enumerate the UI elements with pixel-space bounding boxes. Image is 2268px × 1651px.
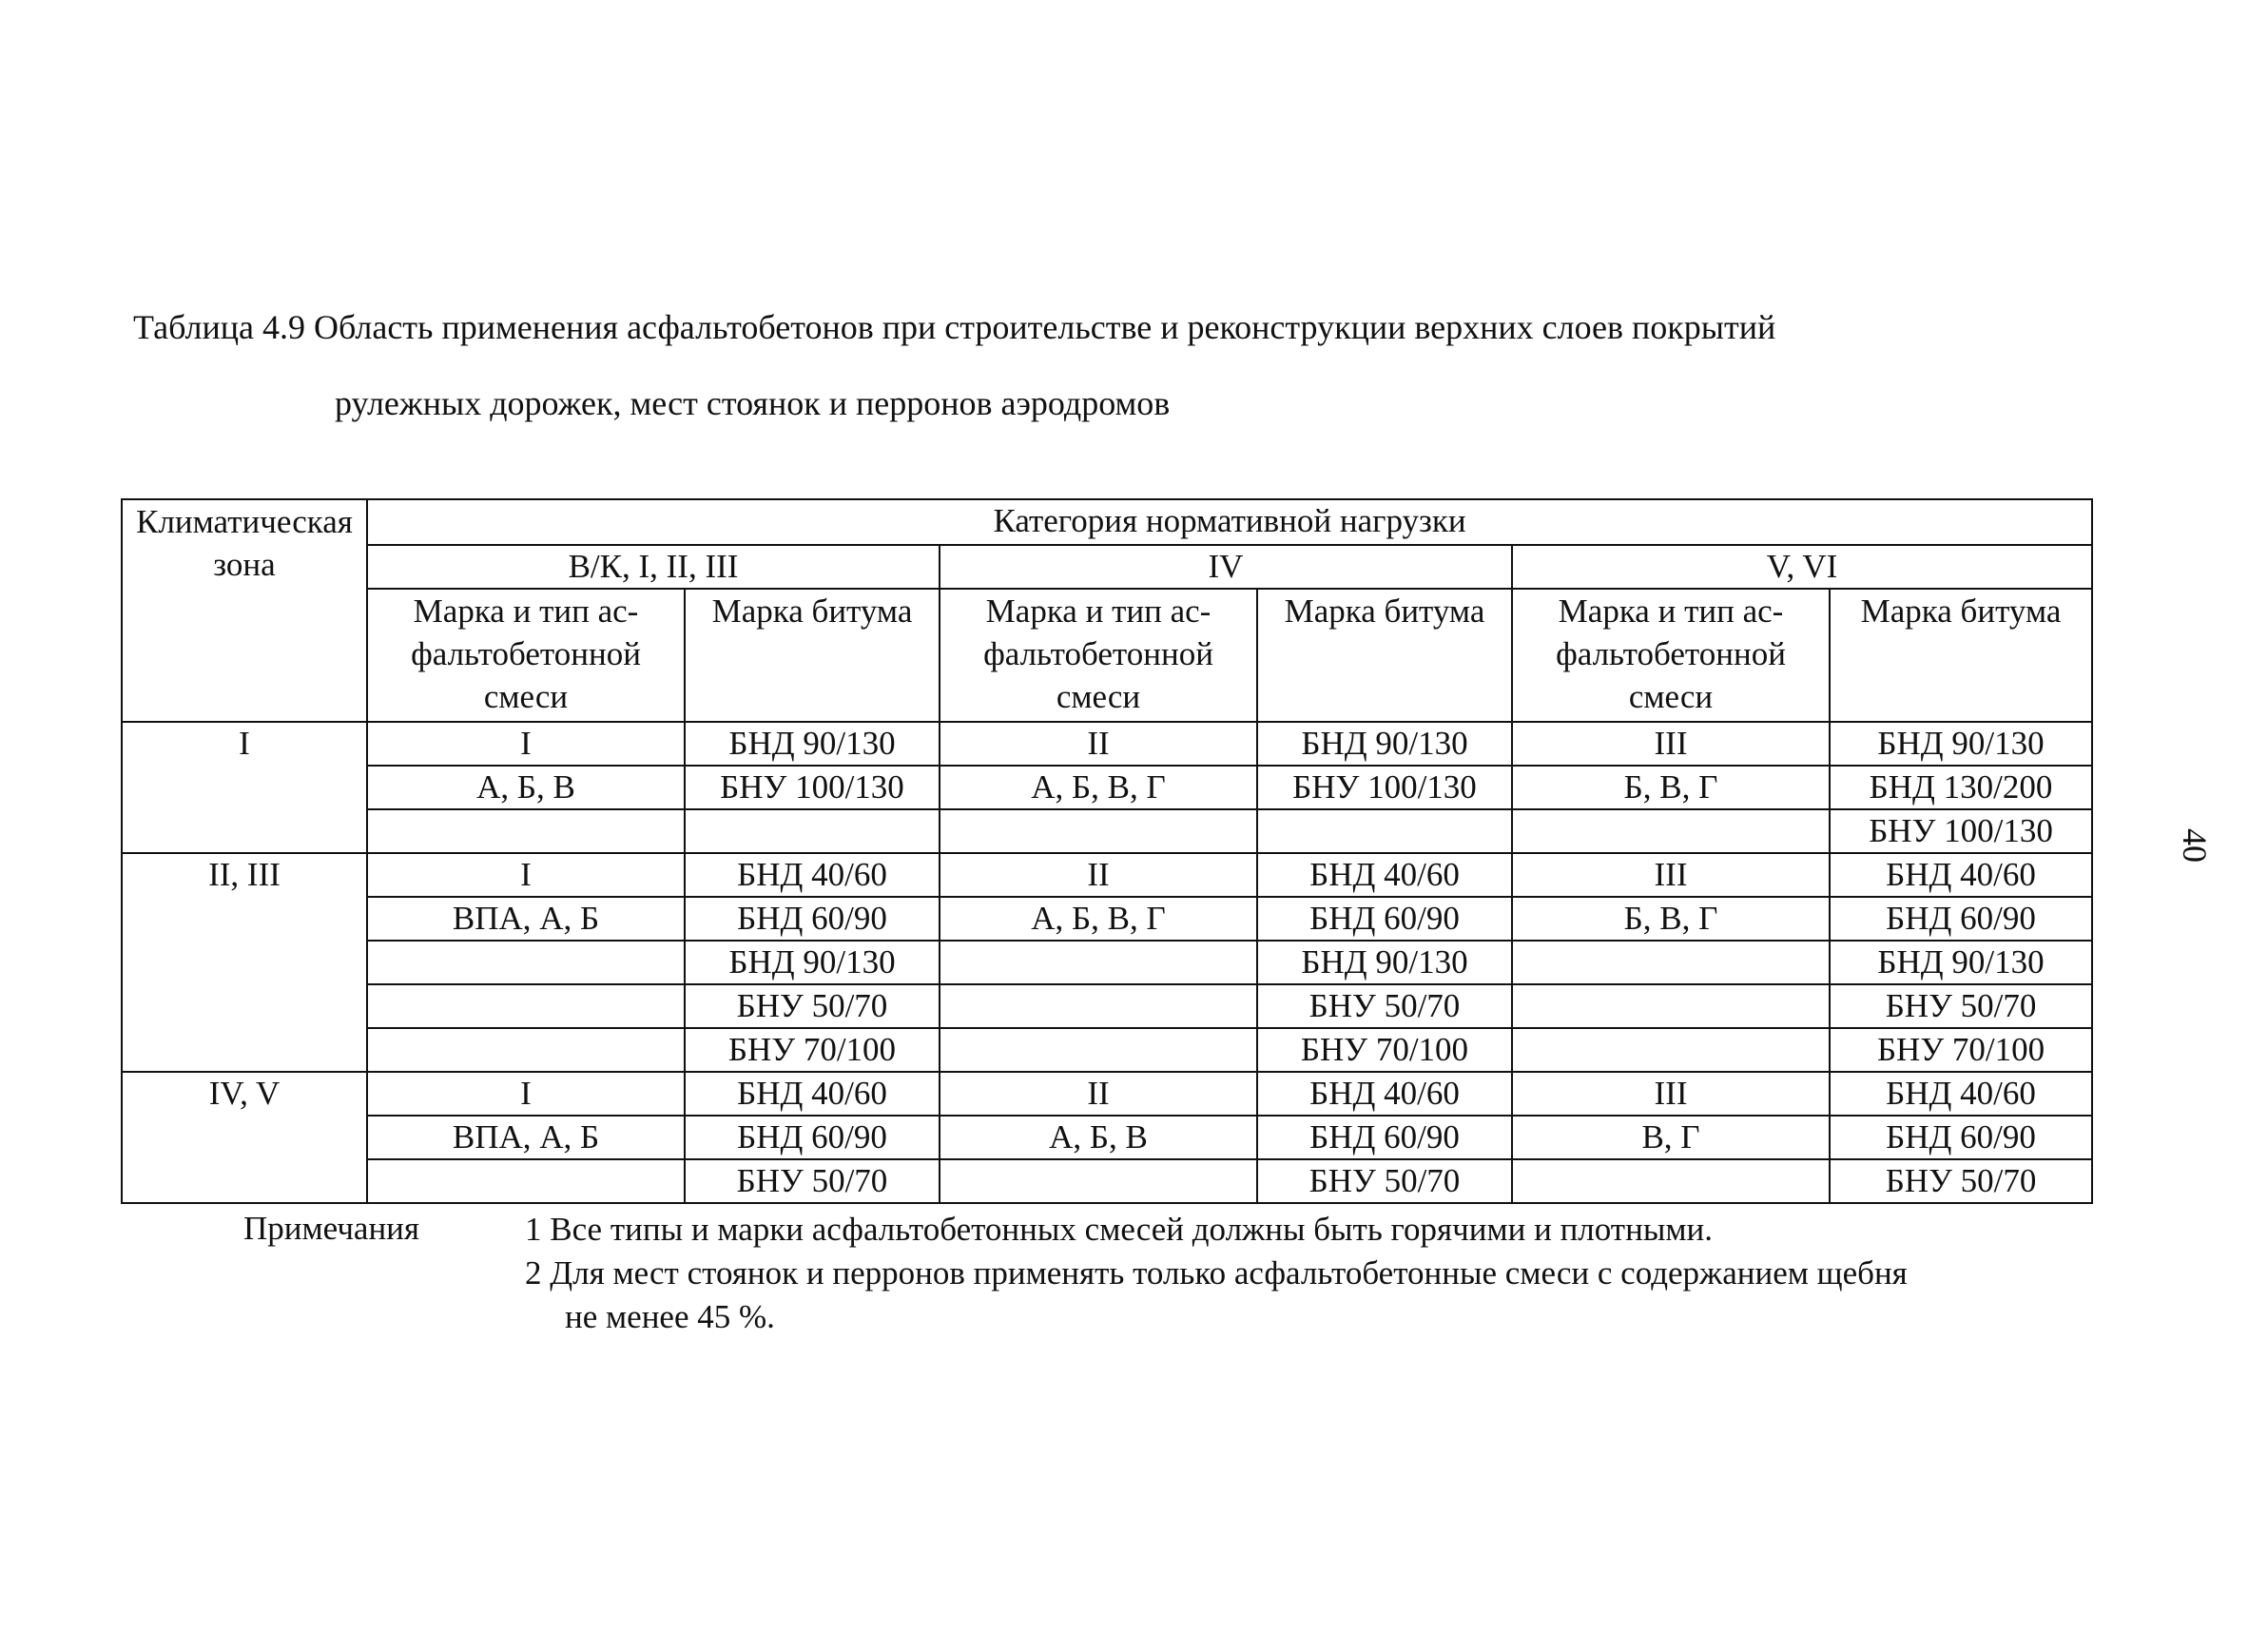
table-cell: ВПА, А, Б [367,1116,685,1159]
table-row [122,853,2092,897]
table-cell [940,1028,1257,1072]
table-cell [940,1159,1257,1203]
table-cell: БНД 130/200 [1830,766,2092,809]
table-cell: Б, В, Г [1512,766,1830,809]
table-cell: БНД 40/60 [685,1072,940,1116]
table-cell: БНУ 70/100 [1830,1028,2092,1072]
table-row [122,1028,2092,1072]
table-row [122,1072,2092,1116]
table-cell [367,1028,685,1072]
subheader-bitumen-2: Марка битума [1257,589,1512,722]
table-cell: БНУ 50/70 [1830,1159,2092,1203]
table-cell [1257,809,1512,853]
table-cell: II [940,1072,1257,1116]
table-cell: БНУ 100/130 [685,766,940,809]
table-cell: БНД 60/90 [1257,897,1512,941]
table-cell: БНУ 50/70 [1257,984,1512,1028]
table-cell: БНД 90/130 [685,941,940,984]
note-2-continuation: не менее 45 %. [565,1298,775,1335]
table-row [122,984,2092,1028]
subheader-bitumen-3: Марка битума [1830,589,2092,722]
table-cell: БНД 60/90 [1830,897,2092,941]
table-cell: II [940,722,1257,766]
group-header-1: В/К, I, II, III [367,545,940,589]
table-cell: БНУ 100/130 [1257,766,1512,809]
table-cell: БНД 60/90 [685,1116,940,1159]
table-cell: БНД 90/130 [1830,941,2092,984]
table-cell: БНД 90/130 [685,722,940,766]
zone-column-header: Климатическая зона [122,499,367,722]
table-row [122,1159,2092,1203]
table-cell: БНД 40/60 [1257,853,1512,897]
table-row [122,941,2092,984]
table-cell: БНД 60/90 [1830,1116,2092,1159]
subheader-mix-2: Марка и тип ас-фальтобетонной смеси [940,589,1257,722]
category-header: Категория нормативной нагрузки [367,499,2092,545]
zone-cell: I [122,722,367,853]
table-cell [367,809,685,853]
table-caption-line-2: рулежных дорожек, мест стоянок и перронов аэродромов [335,384,1171,422]
group-header-2: IV [940,545,1512,589]
table-cell: БНД 40/60 [1830,1072,2092,1116]
table-cell [1512,809,1830,853]
table-cell: Б, В, Г [1512,897,1830,941]
table-row [122,1116,2092,1159]
table-caption-line-1: Таблица 4.9 Область применения асфальтобетонов при строительстве и реконструкции верхних слоев покрытий [133,308,1776,346]
table-cell: БНД 40/60 [685,853,940,897]
table-cell: БНУ 50/70 [685,984,940,1028]
table-cell: БНУ 50/70 [685,1159,940,1203]
table-cell [940,809,1257,853]
page-number: 40 [2176,828,2214,863]
table-cell: БНД 90/130 [1257,722,1512,766]
table-cell: БНД 90/130 [1257,941,1512,984]
table-row [122,722,2092,766]
notes-label: Примечания [243,1210,420,1247]
table-row [122,809,2092,853]
table-cell: БНД 40/60 [1830,853,2092,897]
table-cell: БНД 60/90 [685,897,940,941]
table-cell: III [1512,853,1830,897]
table-cell [1512,1028,1830,1072]
table-cell: I [367,853,685,897]
table-cell: III [1512,722,1830,766]
table-cell: А, Б, В [940,1116,1257,1159]
zone-cell: II, III [122,853,367,1072]
table-cell: ВПА, А, Б [367,897,685,941]
table-cell: БНУ 100/130 [1830,809,2092,853]
zone-cell: IV, V [122,1072,367,1203]
subheader-mix-3: Марка и тип ас-фальтобетонной смеси [1512,589,1830,722]
subheader-bitumen-1: Марка битума [685,589,940,722]
table-cell: БНД 90/130 [1830,722,2092,766]
table-cell: БНУ 50/70 [1257,1159,1512,1203]
table-cell [367,984,685,1028]
table-cell [940,984,1257,1028]
table-cell: I [367,722,685,766]
table-cell [367,1159,685,1203]
table-cell: БНУ 70/100 [685,1028,940,1072]
table-cell: А, Б, В [367,766,685,809]
table-cell: А, Б, В, Г [940,897,1257,941]
table-cell: В, Г [1512,1116,1830,1159]
table-cell: БНУ 50/70 [1830,984,2092,1028]
table-cell: III [1512,1072,1830,1116]
table-row [122,766,2092,809]
table-cell [367,941,685,984]
table-cell: II [940,853,1257,897]
note-1: 1 Все типы и марки асфальтобетонных смесей должны быть горячими и плотными. [525,1211,1713,1248]
table-cell: I [367,1072,685,1116]
table-cell: БНУ 70/100 [1257,1028,1512,1072]
table-cell: БНД 40/60 [1257,1072,1512,1116]
asphalt-application-table [121,498,2093,1204]
table-cell [940,941,1257,984]
group-header-3: V, VI [1512,545,2092,589]
table-cell [1512,1159,1830,1203]
table-row [122,897,2092,941]
table-cell: А, Б, В, Г [940,766,1257,809]
table-cell [1512,941,1830,984]
subheader-mix-1: Марка и тип ас-фальтобетонной смеси [367,589,685,722]
table-cell: БНД 60/90 [1257,1116,1512,1159]
note-2: 2 Для мест стоянок и перронов применять только асфальтобетонные смеси с содержанием щебня [525,1254,1908,1292]
table-cell [1512,984,1830,1028]
table-cell [685,809,940,853]
